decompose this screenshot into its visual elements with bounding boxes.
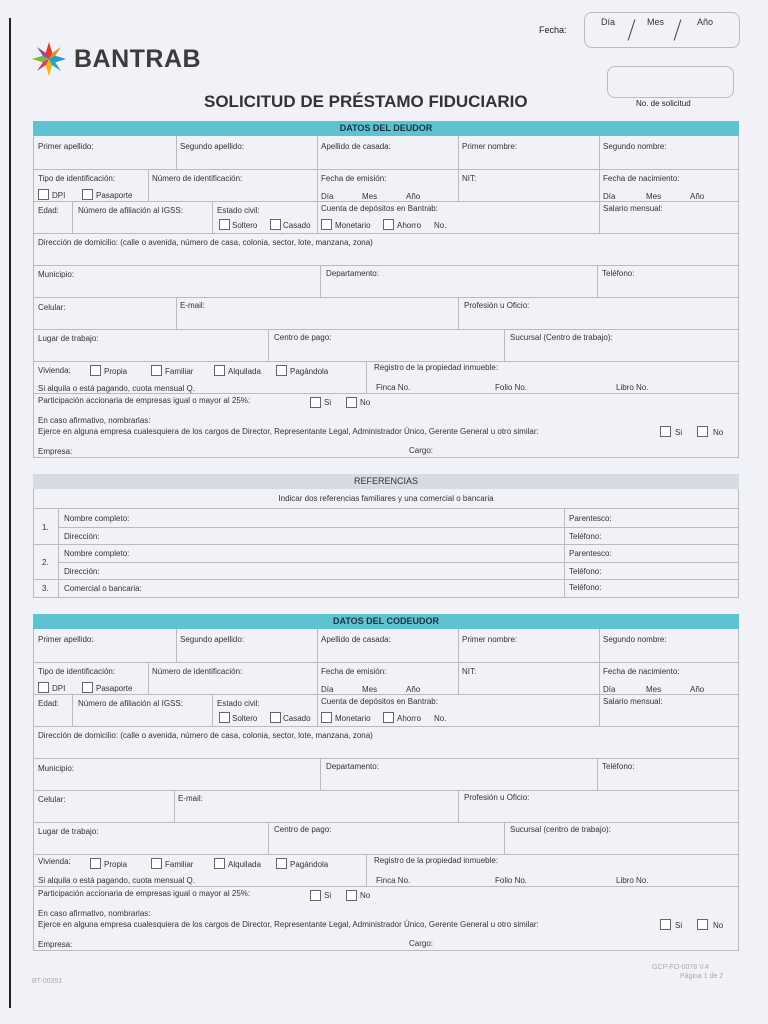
co-cargo-label: Cargo: bbox=[409, 939, 434, 948]
ref-3-number: 3. bbox=[42, 584, 49, 593]
day-label: Día bbox=[601, 17, 616, 27]
codeudor-band: DATOS DEL CODEUDOR bbox=[33, 614, 739, 629]
ejerce-label: Ejerce en alguna empresa cualesquiera de los cargos de Director, Representante Legal, Administrador Único, Gerente General u otro similar: bbox=[38, 427, 539, 436]
deudor-civil-row[interactable] bbox=[33, 202, 739, 234]
referencias-band: REFERENCIAS bbox=[33, 474, 739, 489]
co-sucursal-label: Sucursal (centro de trabajo): bbox=[510, 825, 611, 834]
co-email-label: E-mail: bbox=[178, 794, 203, 803]
co-ejerce-no-checkbox[interactable] bbox=[697, 919, 708, 930]
co-propia-checkbox[interactable] bbox=[90, 858, 101, 869]
year-label: Año bbox=[697, 17, 714, 27]
departamento-label: Departamento: bbox=[326, 269, 379, 278]
finca-label: Finca No. bbox=[376, 383, 411, 392]
email-label: E-mail: bbox=[180, 301, 205, 310]
footer-page: Página 1 de 2 bbox=[680, 973, 724, 980]
date-separator bbox=[674, 19, 682, 40]
referencia-1-row[interactable] bbox=[33, 509, 739, 545]
date-box[interactable] bbox=[584, 12, 740, 48]
apellido-casada-label: Apellido de casada: bbox=[321, 142, 391, 151]
co-alquilada-checkbox[interactable] bbox=[214, 858, 225, 869]
dpi-label: DPI bbox=[52, 191, 66, 200]
nac-anio: Año bbox=[690, 192, 705, 201]
solicitud-number-box[interactable] bbox=[607, 66, 734, 98]
co-participacion-label: Participación accionaria de empresas igual o mayor al 25%: bbox=[38, 889, 251, 898]
co-vivienda-label: Vivienda: bbox=[38, 857, 71, 866]
ejerce-si-checkbox[interactable] bbox=[660, 426, 671, 437]
co-monetario-checkbox[interactable] bbox=[321, 712, 332, 723]
co-nac-dia: Día bbox=[603, 685, 616, 694]
codeudor-names-row[interactable] bbox=[33, 629, 739, 663]
co-centro-pago-label: Centro de pago: bbox=[274, 825, 332, 834]
co-registro-label: Registro de la propiedad inmueble: bbox=[374, 856, 499, 865]
deudor-direccion-row[interactable] bbox=[33, 234, 739, 266]
co-familiar-checkbox[interactable] bbox=[151, 858, 162, 869]
ref-1-parentesco: Parentesco: bbox=[569, 514, 612, 523]
deudor-band: DATOS DEL DEUDOR bbox=[33, 121, 739, 136]
co-libro-label: Libro No. bbox=[616, 876, 649, 885]
emision-dia: Día bbox=[321, 192, 334, 201]
cargo-label: Cargo: bbox=[409, 446, 434, 455]
alquilada-label: Alquilada bbox=[228, 367, 261, 376]
left-edge-line bbox=[9, 18, 11, 1008]
deudor-trabajo-row[interactable] bbox=[33, 330, 739, 362]
segundo-apellido-label: Segundo apellido: bbox=[180, 142, 245, 151]
propia-label: Propia bbox=[104, 367, 128, 376]
solicitud-label: No. de solicitud bbox=[636, 99, 691, 108]
participacion-no-checkbox[interactable] bbox=[346, 397, 357, 408]
profesion-label: Profesión u Oficio: bbox=[464, 301, 530, 310]
co-ahorro-label: Ahorro bbox=[397, 714, 422, 723]
co-participacion-si-checkbox[interactable] bbox=[310, 890, 321, 901]
co-familiar-label: Familiar bbox=[165, 860, 194, 869]
co-participacion-no-checkbox[interactable] bbox=[346, 890, 357, 901]
nac-mes: Mes bbox=[646, 192, 662, 201]
primer-nombre-label: Primer nombre: bbox=[462, 142, 518, 151]
co-tipo-id-label: Tipo de identificación: bbox=[38, 667, 116, 676]
nac-dia: Día bbox=[603, 192, 616, 201]
brand-name: BANTRAB bbox=[74, 44, 202, 73]
ref-3-comercial: Comercial o bancaria: bbox=[64, 584, 142, 593]
casado-checkbox[interactable] bbox=[270, 219, 281, 230]
lugar-trabajo-label: Lugar de trabajo: bbox=[38, 334, 99, 343]
co-dpi-label: DPI bbox=[52, 684, 66, 693]
fecha-nac-label: Fecha de nacimiento: bbox=[603, 174, 680, 183]
codeudor-celular-row[interactable] bbox=[33, 791, 739, 823]
co-numero-id-label: Número de identificación: bbox=[152, 667, 243, 676]
casado-label: Casado bbox=[283, 221, 311, 230]
municipio-label: Municipio: bbox=[38, 270, 75, 279]
monetario-label: Monetario bbox=[335, 221, 371, 230]
afiliacion-label: Número de afiliación al IGSS: bbox=[78, 206, 183, 215]
footer-left-code: BT-00351 bbox=[32, 978, 63, 985]
co-estado-civil-label: Estado civil: bbox=[217, 699, 260, 708]
codeudor-civil-row[interactable] bbox=[33, 695, 739, 727]
telefono-label: Teléfono: bbox=[602, 269, 635, 278]
ref-2-telefono: Teléfono: bbox=[569, 567, 602, 576]
codeudor-municipio-row[interactable] bbox=[33, 759, 739, 791]
nit-label: NIT: bbox=[462, 174, 477, 183]
co-ahorro-checkbox[interactable] bbox=[383, 712, 394, 723]
co-folio-label: Folio No. bbox=[495, 876, 528, 885]
ref-1-telefono: Teléfono: bbox=[569, 532, 602, 541]
vivienda-label: Vivienda: bbox=[38, 366, 71, 375]
deudor-municipio-row[interactable] bbox=[33, 266, 739, 298]
co-soltero-checkbox[interactable] bbox=[219, 712, 230, 723]
bantrab-star-icon bbox=[30, 40, 68, 78]
co-celular-label: Celular: bbox=[38, 795, 66, 804]
co-segundo-nombre-label: Segundo nombre: bbox=[603, 635, 667, 644]
ref-1-number: 1. bbox=[42, 523, 49, 532]
codeudor-participacion-row[interactable] bbox=[33, 887, 739, 951]
co-segundo-apellido-label: Segundo apellido: bbox=[180, 635, 245, 644]
co-monetario-label: Monetario bbox=[335, 714, 371, 723]
co-casado-label: Casado bbox=[283, 714, 311, 723]
pasaporte-label: Pasaporte bbox=[96, 191, 133, 200]
ref-3-telefono: Teléfono: bbox=[569, 583, 602, 592]
familiar-label: Familiar bbox=[165, 367, 194, 376]
estado-civil-label: Estado civil: bbox=[217, 206, 260, 215]
codeudor-trabajo-row[interactable] bbox=[33, 823, 739, 855]
deudor-vivienda-row[interactable] bbox=[33, 362, 739, 394]
referencia-3-row[interactable] bbox=[33, 580, 739, 598]
co-soltero-label: Soltero bbox=[232, 714, 258, 723]
co-ejerce-label: Ejerce en alguna empresa cualesquiera de los cargos de Director, Representante Legal, Administrador Único, Gerente General u otro similar: bbox=[38, 920, 539, 929]
fecha-label: Fecha: bbox=[539, 25, 567, 35]
segundo-nombre-label: Segundo nombre: bbox=[603, 142, 667, 151]
primer-apellido-label: Primer apellido: bbox=[38, 142, 94, 151]
co-lugar-trabajo-label: Lugar de trabajo: bbox=[38, 827, 99, 836]
co-afiliacion-label: Número de afiliación al IGSS: bbox=[78, 699, 183, 708]
co-cuota-label: Si alquila o está pagando, cuota mensual Q. bbox=[38, 876, 195, 885]
co-emision-dia: Día bbox=[321, 685, 334, 694]
pagandola-label: Pagándola bbox=[290, 367, 329, 376]
co-fecha-nac-label: Fecha de nacimiento: bbox=[603, 667, 680, 676]
co-fecha-emision-label: Fecha de emisión: bbox=[321, 667, 387, 676]
co-afirmativo-label: En caso afirmativo, nombrarlas: bbox=[38, 909, 151, 918]
pasaporte-checkbox[interactable] bbox=[82, 189, 93, 200]
co-propia-label: Propia bbox=[104, 860, 128, 869]
afirmativo-label: En caso afirmativo, nombrarlas: bbox=[38, 416, 151, 425]
date-separator bbox=[628, 19, 636, 40]
soltero-checkbox[interactable] bbox=[219, 219, 230, 230]
co-ejerce-si-checkbox[interactable] bbox=[660, 919, 671, 930]
co-profesion-label: Profesión u Oficio: bbox=[464, 793, 530, 802]
co-municipio-label: Municipio: bbox=[38, 764, 75, 773]
participacion-si-checkbox[interactable] bbox=[310, 397, 321, 408]
co-apellido-casada-label: Apellido de casada: bbox=[321, 635, 391, 644]
alquilada-checkbox[interactable] bbox=[214, 365, 225, 376]
co-emision-anio: Año bbox=[406, 685, 421, 694]
codeudor-id-row[interactable] bbox=[33, 663, 739, 695]
ref-2-parentesco: Parentesco: bbox=[569, 549, 612, 558]
ejerce-no-label: No bbox=[713, 428, 724, 437]
monetario-checkbox[interactable] bbox=[321, 219, 332, 230]
footer-form-code: GCP-FO-0078 V.4 bbox=[652, 964, 709, 971]
folio-label: Folio No. bbox=[495, 383, 528, 392]
direccion-label: Dirección de domicilio: (calle o avenida, número de casa, colonia, sector, lote, manzana, zona) bbox=[38, 238, 373, 247]
co-ejerce-no-label: No bbox=[713, 921, 724, 930]
salario-label: Salario mensual: bbox=[603, 204, 663, 213]
co-primer-apellido-label: Primer apellido: bbox=[38, 635, 94, 644]
familiar-checkbox[interactable] bbox=[151, 365, 162, 376]
co-empresa-label: Empresa: bbox=[38, 940, 73, 949]
tipo-id-label: Tipo de identificación: bbox=[38, 174, 116, 183]
emision-anio: Año bbox=[406, 192, 421, 201]
emision-mes: Mes bbox=[362, 192, 378, 201]
ahorro-checkbox[interactable] bbox=[383, 219, 394, 230]
celular-label: Celular: bbox=[38, 303, 66, 312]
co-telefono-label: Teléfono: bbox=[602, 762, 635, 771]
deudor-names-row[interactable] bbox=[33, 136, 739, 170]
ref-2-number: 2. bbox=[42, 558, 49, 567]
referencias-instruction: Indicar dos referencias familiares y una comercial o bancaria bbox=[278, 494, 494, 503]
registro-label: Registro de la propiedad inmueble: bbox=[374, 363, 499, 372]
ref-1-nombre: Nombre completo: bbox=[64, 514, 130, 523]
co-casado-checkbox[interactable] bbox=[270, 712, 281, 723]
co-pasaporte-checkbox[interactable] bbox=[82, 682, 93, 693]
co-nit-label: NIT: bbox=[462, 667, 477, 676]
co-salario-label: Salario mensual: bbox=[603, 697, 663, 706]
co-ejerce-si-label: Si bbox=[675, 921, 683, 930]
co-cuenta-no-label: No. bbox=[434, 714, 447, 723]
co-edad-label: Edad: bbox=[38, 699, 59, 708]
cuenta-label: Cuenta de depósitos en Bantrab: bbox=[321, 204, 438, 213]
form-title: SOLICITUD DE PRÉSTAMO FIDUCIARIO bbox=[204, 92, 528, 111]
edad-label: Edad: bbox=[38, 206, 59, 215]
co-departamento-label: Departamento: bbox=[326, 762, 379, 771]
soltero-label: Soltero bbox=[232, 221, 258, 230]
ejerce-si-label: Si bbox=[675, 428, 683, 437]
co-cuenta-label: Cuenta de depósitos en Bantrab: bbox=[321, 697, 438, 706]
centro-pago-label: Centro de pago: bbox=[274, 333, 332, 342]
ahorro-label: Ahorro bbox=[397, 221, 422, 230]
referencia-2-row[interactable] bbox=[33, 545, 739, 580]
referencias-intro-row bbox=[33, 489, 739, 509]
ref-1-direccion: Dirección: bbox=[64, 532, 100, 541]
co-finca-label: Finca No. bbox=[376, 876, 411, 885]
co-primer-nombre-label: Primer nombre: bbox=[462, 635, 518, 644]
co-pagandola-checkbox[interactable] bbox=[276, 858, 287, 869]
co-nac-mes: Mes bbox=[646, 685, 662, 694]
co-direccion-label: Dirección de domicilio: (calle o avenida, número de casa, colonia, sector, lote, manzana, zona) bbox=[38, 731, 373, 740]
cuenta-no-label: No. bbox=[434, 221, 447, 230]
co-dpi-checkbox[interactable] bbox=[38, 682, 49, 693]
ref-2-nombre: Nombre completo: bbox=[64, 549, 130, 558]
cuota-label: Si alquila o está pagando, cuota mensual Q. bbox=[38, 384, 195, 393]
co-participacion-no-label: No bbox=[360, 891, 371, 900]
pagandola-checkbox[interactable] bbox=[276, 365, 287, 376]
empresa-label: Empresa: bbox=[38, 447, 73, 456]
co-emision-mes: Mes bbox=[362, 685, 378, 694]
co-alquilada-label: Alquilada bbox=[228, 860, 261, 869]
deudor-id-row[interactable] bbox=[33, 170, 739, 202]
participacion-si-label: Si bbox=[324, 398, 332, 407]
libro-label: Libro No. bbox=[616, 383, 649, 392]
numero-id-label: Número de identificación: bbox=[152, 174, 243, 183]
codeudor-vivienda-row[interactable] bbox=[33, 855, 739, 887]
co-participacion-si-label: Si bbox=[324, 891, 332, 900]
participacion-no-label: No bbox=[360, 398, 371, 407]
dpi-checkbox[interactable] bbox=[38, 189, 49, 200]
deudor-participacion-row[interactable] bbox=[33, 394, 739, 458]
bantrab-logo bbox=[30, 40, 201, 78]
fecha-emision-label: Fecha de emisión: bbox=[321, 174, 387, 183]
month-label: Mes bbox=[647, 17, 665, 27]
ejerce-no-checkbox[interactable] bbox=[697, 426, 708, 437]
co-pagandola-label: Pagándola bbox=[290, 860, 329, 869]
ref-2-direccion: Dirección: bbox=[64, 567, 100, 576]
co-pasaporte-label: Pasaporte bbox=[96, 684, 133, 693]
sucursal-label: Sucursal (Centro de trabajo): bbox=[510, 333, 613, 342]
codeudor-direccion-row[interactable] bbox=[33, 727, 739, 759]
propia-checkbox[interactable] bbox=[90, 365, 101, 376]
co-nac-anio: Año bbox=[690, 685, 705, 694]
deudor-celular-row[interactable] bbox=[33, 298, 739, 330]
participacion-label: Participación accionaria de empresas igual o mayor al 25%: bbox=[38, 396, 251, 405]
